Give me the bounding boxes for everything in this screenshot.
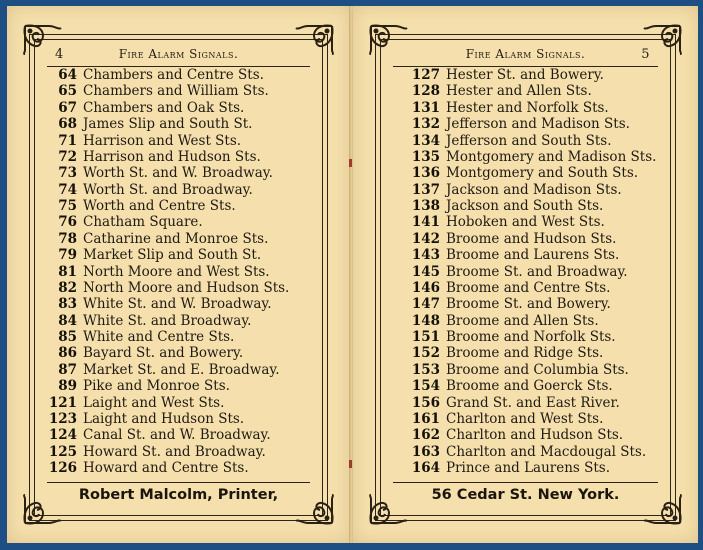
signal-location: Charlton and Hudson Sts.: [446, 427, 624, 444]
signal-location: Harrison and West Sts.: [83, 132, 242, 149]
signal-number: 138: [411, 198, 440, 214]
signal-number: 137: [411, 181, 440, 198]
signal-list: [47, 67, 289, 476]
signal-location: James Slip and South St.: [83, 116, 253, 133]
signal-row: [403, 444, 656, 460]
signal-number: 156: [411, 394, 440, 411]
signal-number: 127: [411, 67, 440, 83]
signal-number: 71: [58, 132, 77, 149]
signal-location: Broome and Allen Sts.: [446, 312, 599, 329]
signal-location: Broome and Columbia Sts.: [446, 361, 629, 378]
signal-number: 65: [58, 83, 77, 100]
page-header: [49, 47, 308, 65]
signal-number: 134: [411, 132, 440, 149]
signal-number: 148: [411, 312, 440, 329]
signal-number: 151: [411, 329, 440, 345]
signal-location: Jackson and South Sts.: [446, 198, 604, 214]
signal-number: 162: [411, 427, 440, 444]
signal-number: 141: [411, 214, 440, 231]
printer-credit: Robert Malcolm, Printer,: [78, 487, 279, 503]
signal-number: 132: [411, 116, 440, 133]
signal-location: Chatham Square.: [83, 214, 203, 231]
page-title: Fire Alarm Signals.: [118, 47, 239, 61]
signal-row: [403, 149, 656, 165]
signal-number: 146: [411, 279, 440, 296]
signal-location: Worth and Centre Sts.: [83, 198, 236, 214]
signal-row: [47, 67, 289, 83]
signal-number: 72: [58, 148, 77, 165]
signal-location: Broome and Centre Sts.: [446, 279, 611, 296]
signal-location: Howard St. and Broadway.: [83, 443, 266, 460]
signal-number: 163: [411, 443, 440, 460]
signal-number: 76: [58, 214, 77, 231]
signal-row: [403, 231, 656, 247]
page-header: [395, 47, 656, 65]
signal-row: [47, 83, 289, 99]
signal-location: Hester and Allen Sts.: [446, 83, 592, 100]
signal-number: 135: [411, 148, 440, 165]
signal-row: [403, 100, 656, 116]
signal-number: 68: [58, 116, 77, 133]
signal-location: Howard and Centre Sts.: [83, 460, 249, 476]
signal-row: [47, 231, 289, 247]
signal-location: North Moore and Hudson Sts.: [83, 279, 290, 296]
signal-location: Broome and Goerck Sts.: [446, 378, 613, 395]
signal-row: [47, 296, 289, 312]
signal-number: 78: [58, 230, 77, 247]
signal-number: 143: [411, 247, 440, 264]
footer-rule: [393, 482, 658, 483]
signal-row: [403, 83, 656, 99]
signal-location: Charlton and West Sts.: [446, 410, 604, 427]
signal-row: [403, 116, 656, 132]
signal-number: 84: [58, 312, 77, 329]
signal-row: [47, 313, 289, 329]
signal-row: [403, 280, 656, 296]
signal-row: [403, 165, 656, 181]
signal-location: Prince and Laurens Sts.: [446, 460, 611, 476]
signal-row: [403, 198, 656, 214]
left-page: [7, 6, 350, 543]
footer-rule: [47, 482, 310, 483]
signal-row: [47, 214, 289, 230]
signal-list: [403, 67, 656, 476]
signal-row: [403, 411, 656, 427]
signal-row: [47, 427, 289, 443]
signal-row: [403, 395, 656, 411]
signal-number: 87: [58, 361, 77, 378]
signal-location: Chambers and Oak Sts.: [83, 99, 245, 116]
signal-location: Jefferson and Madison Sts.: [446, 116, 630, 133]
signal-number: 131: [411, 99, 440, 116]
page-number: 4: [55, 47, 64, 62]
signal-location: Broome St. and Broadway.: [446, 263, 628, 280]
signal-row: [47, 198, 289, 214]
signal-location: Chambers and Centre Sts.: [83, 67, 264, 83]
signal-location: Market Slip and South St.: [83, 247, 262, 264]
signal-location: Montgomery and South Sts.: [446, 165, 639, 182]
signal-location: Montgomery and Madison Sts.: [446, 148, 657, 165]
signal-row: [403, 133, 656, 149]
signal-number: 125: [48, 443, 77, 460]
signal-number: 152: [411, 345, 440, 362]
signal-location: Bayard St. and Bowery.: [83, 345, 244, 362]
signal-number: 164: [411, 460, 440, 476]
signal-location: Chambers and William Sts.: [83, 83, 269, 100]
signal-row: [47, 345, 289, 361]
signal-row: [47, 444, 289, 460]
signal-location: Broome and Norfolk Sts.: [446, 329, 616, 345]
signal-row: [47, 280, 289, 296]
signal-number: 154: [411, 378, 440, 395]
signal-row: [403, 345, 656, 361]
binding-thread: [349, 460, 352, 468]
page-number: 5: [641, 47, 650, 62]
signal-number: 67: [58, 99, 77, 116]
signal-row: [47, 378, 289, 394]
signal-location: Broome and Ridge Sts.: [446, 345, 604, 362]
signal-row: [47, 247, 289, 263]
signal-location: Jefferson and South Sts.: [446, 132, 612, 149]
binding-thread: [349, 159, 352, 167]
signal-number: 74: [58, 181, 77, 198]
signal-row: [403, 378, 656, 394]
signal-location: Market St. and E. Broadway.: [83, 361, 280, 378]
signal-row: [403, 247, 656, 263]
signal-location: White St. and Broadway.: [83, 312, 252, 329]
signal-row: [403, 214, 656, 230]
signal-number: 124: [48, 427, 77, 444]
signal-row: [47, 329, 289, 345]
signal-number: 82: [58, 279, 77, 296]
signal-number: 83: [58, 296, 77, 313]
signal-row: [47, 264, 289, 280]
signal-number: 153: [411, 361, 440, 378]
signal-number: 126: [48, 460, 77, 476]
signal-number: 85: [58, 329, 77, 345]
page-title: Fire Alarm Signals.: [465, 47, 586, 61]
signal-location: Worth St. and Broadway.: [83, 181, 253, 198]
signal-row: [403, 427, 656, 443]
signal-row: [47, 362, 289, 378]
signal-number: 64: [58, 67, 77, 83]
signal-location: White St. and W. Broadway.: [83, 296, 272, 313]
signal-number: 123: [48, 410, 77, 427]
signal-location: Laight and West Sts.: [83, 394, 225, 411]
signal-number: 86: [58, 345, 77, 362]
signal-number: 161: [411, 410, 440, 427]
signal-row: [47, 149, 289, 165]
signal-number: 89: [58, 378, 77, 395]
signal-location: Jackson and Madison Sts.: [446, 181, 622, 198]
signal-number: 128: [411, 83, 440, 100]
signal-row: [47, 460, 289, 476]
signal-location: Broome St. and Bowery.: [446, 296, 611, 313]
signal-row: [47, 395, 289, 411]
signal-location: Broome and Laurens Sts.: [446, 247, 620, 264]
signal-location: Hester and Norfolk Sts.: [446, 99, 609, 116]
signal-number: 81: [58, 263, 77, 280]
printer-address: 56 Cedar St. New York.: [431, 487, 620, 503]
signal-number: 79: [58, 247, 77, 264]
signal-location: Hoboken and West Sts.: [446, 214, 605, 231]
signal-location: Worth St. and W. Broadway.: [83, 165, 273, 182]
signal-row: [47, 116, 289, 132]
signal-location: Canal St. and W. Broadway.: [83, 427, 271, 444]
right-page: [353, 6, 698, 543]
signal-location: Grand St. and East River.: [446, 394, 620, 411]
signal-location: Pike and Monroe Sts.: [83, 378, 230, 395]
signal-number: 147: [411, 296, 440, 313]
signal-location: Harrison and Hudson Sts.: [83, 148, 261, 165]
signal-location: Laight and Hudson Sts.: [83, 410, 245, 427]
signal-row: [47, 182, 289, 198]
signal-number: 75: [58, 198, 77, 214]
signal-row: [403, 296, 656, 312]
signal-number: 142: [411, 230, 440, 247]
signal-row: [403, 264, 656, 280]
signal-location: Charlton and Macdougal Sts.: [446, 443, 647, 460]
signal-location: Catharine and Monroe Sts.: [83, 230, 269, 247]
signal-row: [47, 133, 289, 149]
signal-number: 136: [411, 165, 440, 182]
signal-row: [47, 411, 289, 427]
signal-location: Hester St. and Bowery.: [446, 67, 604, 83]
signal-location: North Moore and West Sts.: [83, 263, 270, 280]
signal-location: White and Centre Sts.: [83, 329, 235, 345]
signal-row: [403, 362, 656, 378]
signal-number: 73: [58, 165, 77, 182]
signal-row: [403, 313, 656, 329]
signal-row: [403, 460, 656, 476]
signal-row: [403, 67, 656, 83]
signal-number: 121: [48, 394, 77, 411]
signal-row: [47, 100, 289, 116]
signal-row: [403, 182, 656, 198]
signal-row: [403, 329, 656, 345]
signal-number: 145: [411, 263, 440, 280]
signal-location: Broome and Hudson Sts.: [446, 230, 617, 247]
signal-row: [47, 165, 289, 181]
